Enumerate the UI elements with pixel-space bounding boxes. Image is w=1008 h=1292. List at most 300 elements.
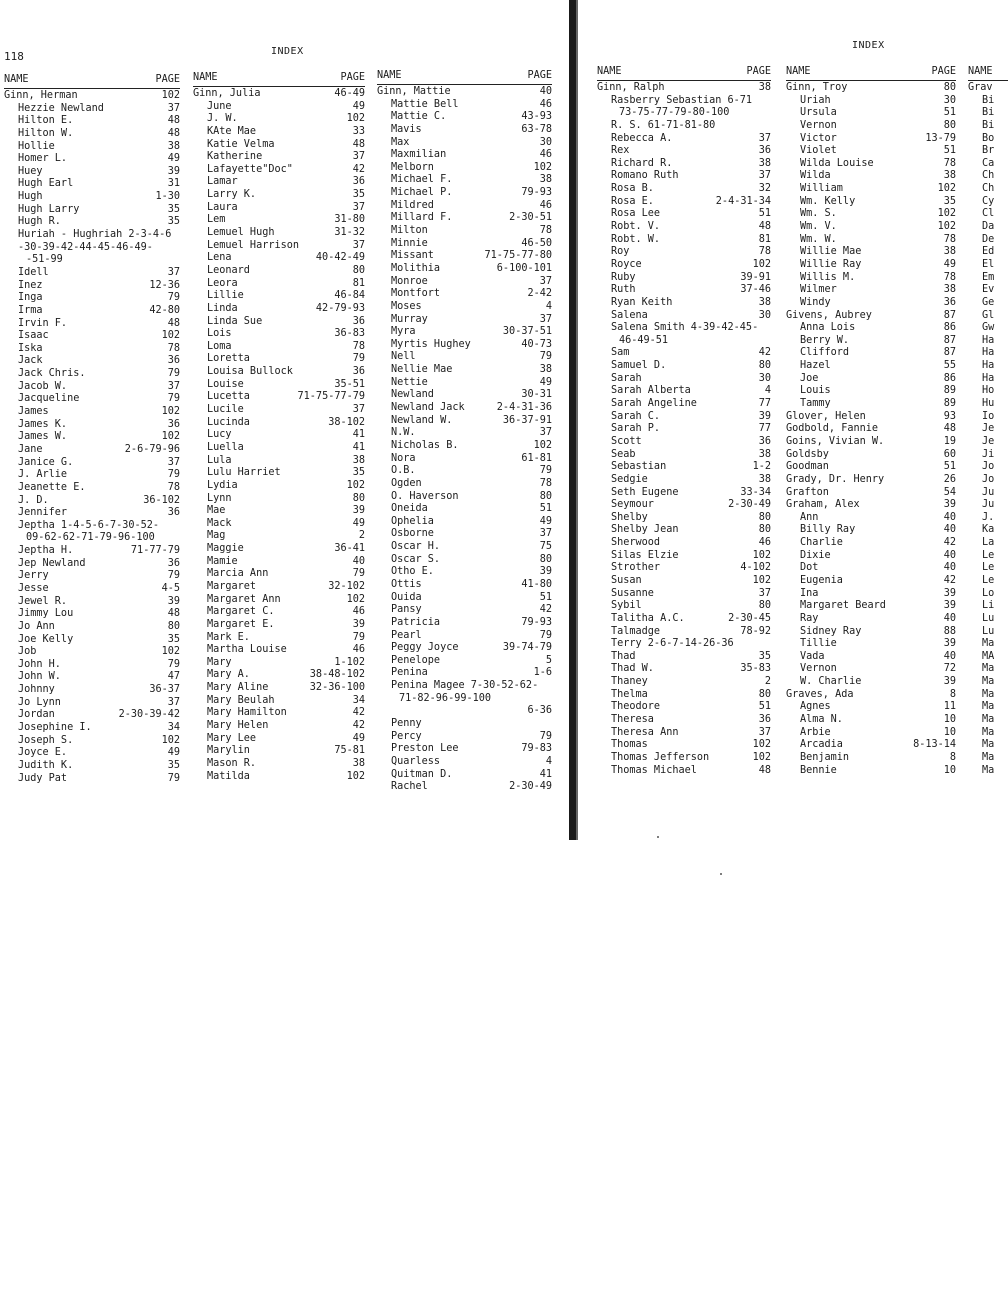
entry-page: 31-80	[334, 214, 365, 226]
entry-name: Sarah Angeline	[611, 398, 697, 410]
entry-name: Rex	[611, 145, 630, 157]
index-entry	[597, 752, 771, 765]
index-entry	[377, 402, 552, 415]
entry-name: Ka	[982, 524, 995, 536]
entry-page: 42	[352, 707, 365, 719]
entry-name: Murray	[391, 313, 428, 325]
entry-name: KAte Mae	[207, 125, 257, 137]
index-entry	[377, 225, 552, 238]
index-entry	[377, 465, 552, 478]
index-entry	[377, 326, 552, 339]
entry-page: 41	[352, 429, 365, 441]
entry-page: 102	[346, 770, 365, 782]
index-entry	[597, 701, 771, 714]
entry-page: 37	[352, 404, 365, 416]
entry-name: Jimmy Lou	[18, 608, 74, 620]
index-entry	[786, 385, 956, 398]
entry-name: Idell	[18, 266, 49, 278]
entry-name: Ina	[800, 587, 819, 599]
index-entry	[597, 550, 771, 563]
entry-page: 30	[539, 136, 552, 148]
entry-name: Oscar H.	[391, 541, 441, 553]
index-entry	[4, 684, 180, 697]
entry-page: 102	[161, 734, 180, 746]
index-entry	[968, 663, 1008, 676]
index-entry	[786, 765, 956, 778]
index-entry	[193, 682, 365, 695]
index-entry	[597, 234, 771, 247]
entry-page: 19	[943, 435, 956, 447]
index-entry	[193, 139, 365, 152]
entry-name: Inez	[18, 279, 43, 291]
entry-name: Oneida	[391, 503, 428, 515]
entry-page: 61-81	[521, 452, 552, 464]
index-entry	[377, 351, 552, 364]
index-entry	[786, 461, 956, 474]
entry-page: 41	[539, 768, 552, 780]
index-entry	[193, 429, 365, 442]
entry-page: 4-5	[161, 582, 180, 594]
entry-name: Montfort	[391, 288, 441, 300]
entry-name: Jeptha 1-4-5-6-7-30-52-	[18, 519, 160, 531]
entry-page: 4	[764, 385, 771, 397]
entry-name: Ottis	[391, 578, 422, 590]
index-entry	[968, 562, 1008, 575]
entry-page: 38	[943, 246, 956, 258]
entry-page: 80	[539, 490, 552, 502]
entry-name: Sebastian	[611, 461, 667, 473]
entry-page: 49	[352, 100, 365, 112]
entry-page: 39	[758, 410, 771, 422]
entry-name: O.B.	[391, 465, 416, 477]
index-entry	[786, 588, 956, 601]
index-entry	[4, 368, 180, 381]
entry-name: Violet	[800, 145, 837, 157]
column-header	[193, 74, 365, 87]
entry-name: Jacob W.	[18, 380, 68, 392]
index-entry	[786, 752, 956, 765]
index-entry	[968, 436, 1008, 449]
index-column-6	[968, 68, 1008, 777]
entry-name: Bennie	[800, 764, 837, 776]
entry-name: Sedgie	[611, 473, 648, 485]
entry-name: Vernon	[800, 663, 837, 675]
entry-name: Lillie	[207, 290, 244, 302]
index-entry	[597, 183, 771, 196]
index-entry	[968, 120, 1008, 133]
index-entry	[377, 339, 552, 352]
entry-name: Mavis	[391, 123, 422, 135]
entry-page: 37	[539, 313, 552, 325]
index-entry	[377, 503, 552, 516]
entry-page: 42-79-93	[315, 302, 365, 314]
entry-name: Hazel	[800, 360, 831, 372]
entry-page: 80	[167, 620, 180, 632]
entry-page: 79	[539, 465, 552, 477]
entry-name: Talmadge	[611, 625, 661, 637]
entry-page: 10	[943, 714, 956, 726]
index-entry	[4, 482, 180, 495]
entry-page: 47	[167, 671, 180, 683]
entry-name: Dot	[800, 562, 819, 574]
index-entry	[597, 651, 771, 664]
entry-name: Mason R.	[207, 757, 257, 769]
index-entry	[193, 176, 365, 189]
entry-name: Linda	[207, 302, 238, 314]
entry-page: 36	[352, 315, 365, 327]
index-entry	[377, 86, 552, 99]
entry-name: Thad	[611, 650, 636, 662]
index-entry	[597, 474, 771, 487]
index-entry	[4, 545, 180, 558]
index-entry	[786, 272, 956, 285]
index-entry	[377, 718, 552, 731]
column-header	[968, 68, 1008, 81]
entry-page: 31	[167, 178, 180, 190]
index-entry	[193, 391, 365, 404]
entry-name: Percy	[391, 730, 422, 742]
entry-page: 39	[167, 165, 180, 177]
entry-page: 37	[758, 132, 771, 144]
entry-page: 37	[758, 587, 771, 599]
entry-page: 48	[352, 138, 365, 150]
entry-page: 89	[943, 385, 956, 397]
entry-name: Matilda	[207, 770, 250, 782]
entry-name: Graves, Ada	[786, 688, 854, 700]
entry-name: Jeptha H.	[18, 545, 74, 557]
entry-name: Lydia	[207, 479, 238, 491]
entry-name: Ha	[982, 334, 995, 346]
entry-page: 10	[943, 726, 956, 738]
index-entry	[193, 126, 365, 139]
index-entry	[193, 594, 365, 607]
entry-page: 37	[167, 266, 180, 278]
entry-page: 79	[352, 568, 365, 580]
entry-page: 36	[758, 714, 771, 726]
entry-page: 41-80	[521, 578, 552, 590]
index-entry	[377, 187, 552, 200]
entry-page: 46	[352, 606, 365, 618]
index-entry	[786, 208, 956, 221]
index-entry	[4, 103, 180, 116]
entry-page: 88	[943, 625, 956, 637]
entry-name: Nellie Mae	[391, 364, 453, 376]
index-entry	[968, 360, 1008, 373]
entry-page: 102	[752, 258, 771, 270]
column-header	[4, 76, 180, 89]
entry-page: 8	[949, 688, 956, 700]
entry-name: Hugh Earl	[18, 178, 74, 190]
index-entry	[786, 145, 956, 158]
entry-name: Lafayette"Doc"	[207, 163, 293, 175]
index-entry	[193, 556, 365, 569]
index-entry	[968, 145, 1008, 158]
index-entry	[597, 727, 771, 740]
entry-page: 36	[167, 557, 180, 569]
index-entry	[597, 373, 771, 386]
entry-name: Ho	[982, 385, 995, 397]
entry-page: 80	[352, 264, 365, 276]
index-entry	[193, 353, 365, 366]
entry-page: 55	[943, 360, 956, 372]
entry-page: 37	[167, 102, 180, 114]
index-entry	[193, 632, 365, 645]
entry-page: 2-30-49	[509, 781, 552, 793]
entry-name: Jacqueline	[18, 393, 80, 405]
index-entry	[4, 406, 180, 419]
name-header: NAME	[377, 70, 402, 82]
entry-name: Joyce E.	[18, 747, 68, 759]
index-entry	[4, 166, 180, 179]
entry-page: 36	[167, 355, 180, 367]
entry-page: 102	[161, 406, 180, 418]
index-entry	[786, 133, 956, 146]
entry-name: Mamie	[207, 555, 238, 567]
entry-page: 2-4-31-36	[496, 402, 552, 414]
index-entry	[193, 644, 365, 657]
entry-name: Rasberry Sebastian 6-71	[611, 94, 753, 106]
entry-name: Lemuel Harrison	[207, 239, 300, 251]
entry-name: Quitman D.	[391, 768, 453, 780]
entry-name: Thad W.	[611, 663, 654, 675]
entry-name: Ed	[982, 246, 995, 258]
entry-name: Dixie	[800, 549, 831, 561]
entry-page: 6-100-101	[496, 262, 552, 274]
entry-name: Robt. V.	[611, 221, 661, 233]
index-entry	[193, 455, 365, 468]
index-entry	[377, 162, 552, 175]
entry-page: 38	[758, 157, 771, 169]
index-entry	[4, 747, 180, 760]
entry-name: Loretta	[207, 353, 250, 365]
index-entry	[786, 347, 956, 360]
entry-page: 80	[758, 600, 771, 612]
index-column-2	[193, 74, 365, 783]
index-entry	[377, 288, 552, 301]
entry-page: 71-75-77-80	[484, 250, 552, 262]
entry-page: 51	[539, 503, 552, 515]
page-header: PAGE	[340, 72, 365, 84]
entry-name: Hilton W.	[18, 127, 74, 139]
index-entry	[193, 417, 365, 430]
entry-name: Lem	[207, 214, 226, 226]
entry-name: Givens, Aubrey	[786, 309, 872, 321]
entry-page: 49	[943, 258, 956, 270]
entry-page: 78	[167, 481, 180, 493]
entry-name: Patricia	[391, 616, 441, 628]
index-entry	[193, 113, 365, 126]
entry-name: Lo	[982, 587, 995, 599]
index-entry	[377, 149, 552, 162]
index-entry	[786, 82, 956, 95]
index-entry	[4, 697, 180, 710]
index-entry	[597, 107, 771, 120]
index-entry	[193, 442, 365, 455]
index-column-3	[377, 72, 552, 794]
index-entry	[597, 82, 771, 95]
index-entry	[193, 404, 365, 417]
entry-name: Mary A.	[207, 669, 250, 681]
entry-page: 39	[167, 595, 180, 607]
entry-page: 2-30-39-42	[118, 709, 180, 721]
entry-name: Hugh R.	[18, 216, 61, 228]
index-entry	[193, 88, 365, 101]
entry-name: Martha Louise	[207, 644, 287, 656]
index-entry	[4, 90, 180, 103]
entry-page: 80	[758, 511, 771, 523]
entry-name: Wm. S.	[800, 208, 837, 220]
entry-name: Judy Pat	[18, 772, 68, 784]
entry-page: 2-42	[527, 288, 552, 300]
index-entry	[193, 316, 365, 329]
index-entry	[968, 537, 1008, 550]
index-entry	[786, 651, 956, 664]
entry-name: Arbie	[800, 726, 831, 738]
entry-page: 81	[758, 233, 771, 245]
entry-name: Seth Eugene	[611, 486, 679, 498]
index-entry	[377, 99, 552, 112]
entry-page: 30	[758, 309, 771, 321]
index-entry	[4, 431, 180, 444]
entry-page: 78	[539, 225, 552, 237]
entry-page: 102	[533, 439, 552, 451]
entry-name: Lulu Harriet	[207, 467, 281, 479]
entry-page: 38	[539, 174, 552, 186]
index-entry	[4, 558, 180, 571]
entry-page: 51	[943, 145, 956, 157]
index-entry	[377, 579, 552, 592]
entry-name: Romano Ruth	[611, 170, 679, 182]
index-entry	[597, 158, 771, 171]
entry-name: Iska	[18, 342, 43, 354]
entry-name: James W.	[18, 431, 68, 443]
entry-page: 38	[943, 284, 956, 296]
entry-page: 39-74-79	[502, 642, 552, 654]
column-header	[786, 68, 956, 81]
entry-name: Wilda	[800, 170, 831, 182]
entry-name: Bi	[982, 107, 995, 119]
paper-speck	[657, 836, 659, 838]
index-entry	[786, 120, 956, 133]
entry-page: 102	[161, 330, 180, 342]
index-entry	[786, 739, 956, 752]
entry-name: Sidney Ray	[800, 625, 862, 637]
index-entry	[4, 242, 180, 255]
entry-name: Mattie Bell	[391, 98, 459, 110]
entry-page: 5	[545, 654, 552, 666]
entry-page: 80	[539, 553, 552, 565]
entry-page: 35	[167, 216, 180, 228]
entry-page: 38	[943, 170, 956, 182]
index-entry	[968, 284, 1008, 297]
index-entry	[597, 714, 771, 727]
entry-page: 46	[539, 149, 552, 161]
entry-name: Ma	[982, 701, 995, 713]
index-entry	[4, 596, 180, 609]
entry-name: Anna Lois	[800, 322, 856, 334]
entry-name: Br	[982, 145, 995, 157]
entry-name: Leora	[207, 277, 238, 289]
entry-name: Katherine	[207, 151, 263, 163]
entry-name: Michael F.	[391, 174, 453, 186]
entry-page: 32-102	[328, 580, 365, 592]
entry-page: 49	[539, 376, 552, 388]
entry-name: Lena	[207, 252, 232, 264]
entry-name: Max	[391, 136, 410, 148]
entry-page: 38	[758, 296, 771, 308]
entry-page: 38	[539, 364, 552, 376]
entry-page: 79-93	[521, 616, 552, 628]
entry-page: 102	[533, 161, 552, 173]
index-entry	[377, 238, 552, 251]
entry-page: 39	[943, 600, 956, 612]
index-entry	[968, 398, 1008, 411]
index-entry	[786, 663, 956, 676]
entry-page: 39	[539, 566, 552, 578]
index-entry	[597, 436, 771, 449]
entry-page: 1-2	[752, 461, 771, 473]
index-entry	[597, 638, 771, 651]
entry-name: Louise	[207, 378, 244, 390]
index-entry	[597, 575, 771, 588]
page-header: PAGE	[746, 66, 771, 78]
index-entry	[968, 95, 1008, 108]
entry-page: 36	[167, 418, 180, 430]
entry-name: Lois	[207, 328, 232, 340]
entry-name: Grady, Dr. Henry	[786, 473, 885, 485]
entry-name: Arcadia	[800, 739, 843, 751]
entry-page: 79	[167, 368, 180, 380]
entry-name: Wm. V.	[800, 221, 837, 233]
entry-name: Da	[982, 221, 995, 233]
index-entry	[193, 707, 365, 720]
index-entry	[786, 474, 956, 487]
entry-name: Margaret C.	[207, 606, 275, 618]
entry-name: Pansy	[391, 604, 422, 616]
entry-page: 49	[352, 732, 365, 744]
index-entry	[597, 588, 771, 601]
column-header	[377, 72, 552, 85]
entry-name: Vernon	[800, 119, 837, 131]
index-entry	[4, 608, 180, 621]
index-entry	[597, 196, 771, 209]
entry-name: Sherwood	[611, 537, 661, 549]
index-entry	[968, 714, 1008, 727]
index-entry	[597, 739, 771, 752]
entry-page: 78	[943, 157, 956, 169]
entry-page: 12-36	[149, 279, 180, 291]
entry-name: Newland W.	[391, 414, 453, 426]
entry-name: June	[207, 100, 232, 112]
entry-name: Otho E.	[391, 566, 434, 578]
entry-name: Sam	[611, 347, 630, 359]
index-entry	[968, 739, 1008, 752]
entry-page: 37	[758, 170, 771, 182]
entry-name: Wilda Louise	[800, 157, 874, 169]
entry-name: Ma	[982, 714, 995, 726]
entry-name: Richard R.	[611, 157, 673, 169]
entry-name: Le	[982, 562, 995, 574]
entry-page: 79	[352, 631, 365, 643]
entry-page: 4	[545, 755, 552, 767]
index-entry	[597, 689, 771, 702]
entry-name: Nettie	[391, 376, 428, 388]
entry-name: Jesse	[18, 582, 49, 594]
index-entry	[4, 178, 180, 191]
entry-name: Glover, Helen	[786, 410, 866, 422]
entry-page: 102	[346, 113, 365, 125]
entry-name: Windy	[800, 296, 831, 308]
